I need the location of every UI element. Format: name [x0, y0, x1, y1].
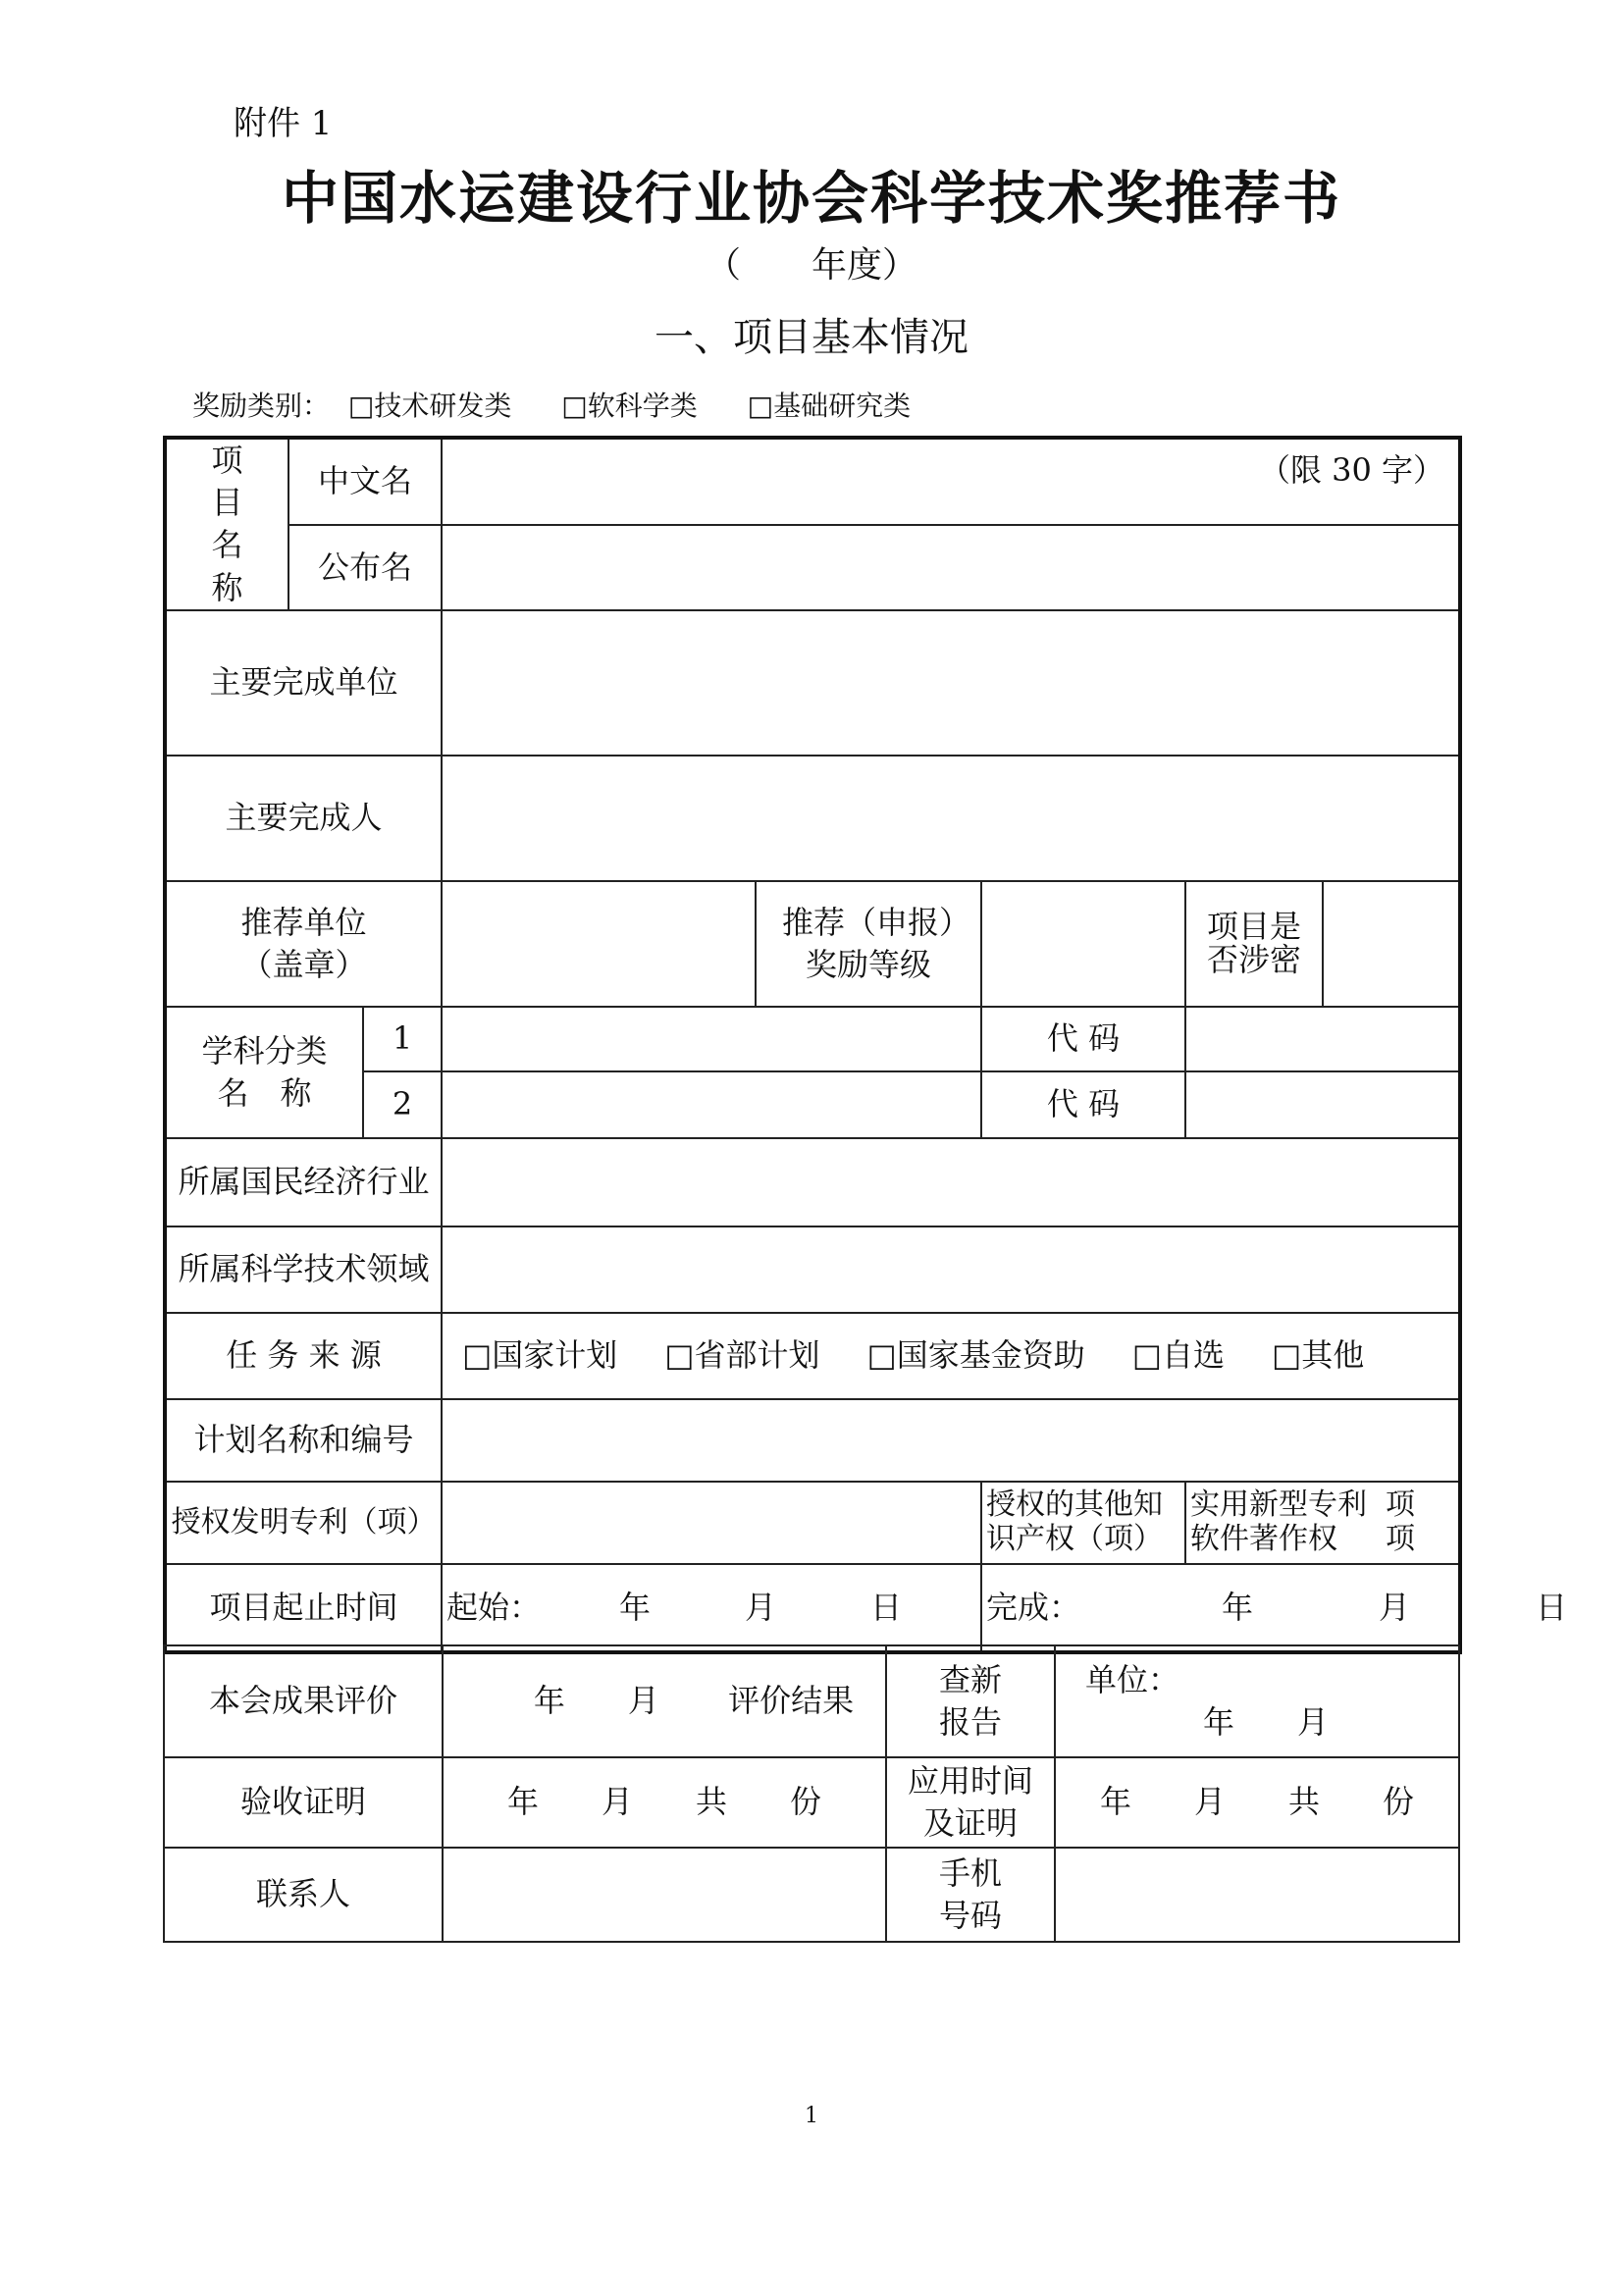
task-source-options: [442, 1313, 1460, 1399]
recommend-unit-field[interactable]: [442, 881, 756, 1007]
attachment-label: 附件 1: [234, 104, 333, 143]
plan-name-field[interactable]: [442, 1399, 1460, 1482]
task-source-label: 任 务 来 源: [165, 1313, 442, 1399]
evaluation-field[interactable]: [443, 1645, 886, 1757]
project-name-label: 项目名称: [165, 438, 288, 610]
main-person-label: 主要完成人: [165, 756, 442, 881]
software-unit: 项: [1386, 1521, 1416, 1556]
char-limit-note: （限 30 字）: [1258, 451, 1445, 489]
contact-field[interactable]: [443, 1848, 886, 1942]
start-date-field[interactable]: 起始： 年 月 日: [442, 1564, 981, 1652]
eval-result-label: 评价结果: [728, 1682, 855, 1720]
award-option-basic[interactable]: □基础研究类: [747, 390, 912, 422]
award-level-field[interactable]: [981, 881, 1185, 1007]
code-2-field[interactable]: [1185, 1071, 1460, 1138]
software-label: 软件著作权: [1190, 1521, 1338, 1556]
utility-unit: 项: [1386, 1487, 1416, 1523]
discipline-1-index: 1: [363, 1007, 442, 1071]
main-unit-field[interactable]: [442, 610, 1460, 756]
eval-date: 年 月: [533, 1682, 659, 1720]
code-1-label: 代 码: [981, 1007, 1185, 1071]
basic-info-table: [163, 436, 1568, 1654]
award-type-label: 奖励类别：: [192, 390, 331, 422]
mobile-field[interactable]: [1055, 1848, 1459, 1942]
period-label: 项目起止时间: [165, 1564, 442, 1652]
patent-field[interactable]: [442, 1482, 981, 1564]
main-unit-label: 主要完成单位: [165, 610, 442, 756]
evaluation-table: [163, 1644, 1460, 1943]
industry-field[interactable]: [442, 1138, 1460, 1226]
secret-label: 项目是否涉密: [1185, 881, 1323, 1007]
year-line: （ 年度）: [705, 245, 917, 286]
discipline-1-field[interactable]: [442, 1007, 981, 1071]
evaluation-label: 本会成果评价: [164, 1645, 443, 1757]
main-person-field[interactable]: [442, 756, 1460, 881]
task-option-other[interactable]: □其他: [1272, 1336, 1365, 1375]
task-option-fund[interactable]: □国家基金资助: [866, 1336, 1085, 1375]
page-number: 1: [805, 2104, 818, 2128]
utility-label: 实用新型专利: [1190, 1487, 1368, 1523]
application-label: 应用时间及证明: [886, 1757, 1055, 1848]
section-title: 一、项目基本情况: [654, 315, 969, 360]
secret-field[interactable]: [1323, 881, 1460, 1007]
award-level-label: 推荐（申报）奖励等级: [756, 881, 981, 1007]
pub-name-label: 公布名: [288, 525, 442, 610]
award-option-soft[interactable]: □软科学类: [561, 390, 698, 422]
industry-label: 所属国民经济行业: [165, 1138, 442, 1226]
end-date-field[interactable]: 完成： 年 月 日: [981, 1564, 1460, 1652]
award-option-tech[interactable]: □技术研发类: [347, 390, 512, 422]
contact-label: 联系人: [164, 1848, 443, 1942]
task-option-national[interactable]: □国家计划: [462, 1336, 618, 1375]
cn-name-field[interactable]: [442, 438, 1460, 525]
acceptance-label: 验收证明: [164, 1757, 443, 1848]
field-label: 所属科学技术领域: [165, 1226, 442, 1313]
plan-name-label: 计划名称和编号: [165, 1399, 442, 1482]
cn-name-label: 中文名: [288, 438, 442, 525]
code-1-field[interactable]: [1185, 1007, 1460, 1071]
novelty-date: 年 月: [1203, 1703, 1330, 1741]
ip-detail-cell: [1185, 1482, 1460, 1564]
recommend-unit-label: 推荐单位（盖章）: [165, 881, 442, 1007]
pub-name-field[interactable]: [442, 525, 1460, 610]
other-ip-label: 授权的其他知识产权（项）: [981, 1482, 1185, 1564]
code-2-label: 代 码: [981, 1071, 1185, 1138]
novelty-label: 查新报告: [886, 1645, 1055, 1757]
task-option-provincial[interactable]: □省部计划: [664, 1336, 820, 1375]
award-type-line: [192, 385, 952, 424]
discipline-2-field[interactable]: [442, 1071, 981, 1138]
discipline-label: 学科分类名 称: [165, 1007, 363, 1138]
novelty-field[interactable]: [1055, 1645, 1459, 1757]
application-field[interactable]: 年 月 共 份: [1055, 1757, 1459, 1848]
document-title: 中国水运建设行业协会科学技术奖推荐书: [281, 165, 1341, 232]
patent-label: 授权发明专利（项）: [165, 1482, 442, 1564]
mobile-label: 手机号码: [886, 1848, 1055, 1942]
task-option-self[interactable]: □自选: [1131, 1336, 1226, 1375]
discipline-2-index: 2: [363, 1071, 442, 1138]
acceptance-field[interactable]: 年 月 共 份: [443, 1757, 886, 1848]
novelty-unit: 单位：: [1085, 1660, 1180, 1698]
field-field[interactable]: [442, 1226, 1460, 1313]
